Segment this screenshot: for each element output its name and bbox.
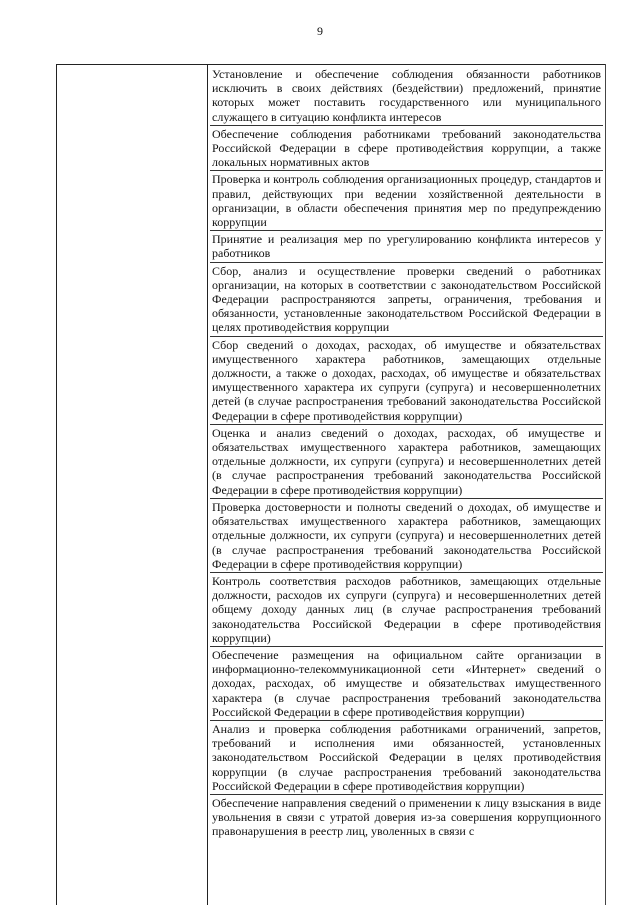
table-row: Анализ и проверка соблюдения работниками ограничений, запретов, требований и исполнения ими обязанностей, установленных законодательством Российской Федерации в целях противодействия коррупции (в случае распространения требований законодательства Российской Федерации в сфере противодействия коррупции) <box>210 721 603 795</box>
table-row: Оценка и анализ сведений о доходах, расходах, об имуществе и обязательствах имущественного характера работников, замещающих отдельные должности, их супруги (супруга) и несовершеннолетних детей (в случае распространения требований законодательства Российской Федерации в сфере противодействия коррупции) <box>210 425 603 499</box>
table-row: Проверка достоверности и полноты сведений о доходах, об имуществе и обязательствах имущественного характера работников, замещающих отдельные должности, их супруги (супруга) и несовершеннолетних детей (в случае распространения требований законодательства Российской Федерации в сфере противодействия коррупции) <box>210 499 603 573</box>
table-row: Принятие и реализация мер по урегулированию конфликта интересов у работников <box>210 231 603 262</box>
table-row: Установление и обеспечение соблюдения обязанности работников исключить в своих действиях (бездействии) предложений, принятие которых может поставить государственного или муниципального служащего в ситуацию конфликта интересов <box>210 66 603 126</box>
page-number: 9 <box>317 24 323 38</box>
table-right-border <box>605 64 606 905</box>
table-row: Проверка и контроль соблюдения организационных процедур, стандартов и правил, действующих при ведении хозяйственной деятельности в организации, в области обеспечения принятия мер по предупреждению коррупции <box>210 171 603 231</box>
column-divider <box>207 64 208 905</box>
functions-column <box>210 66 603 840</box>
table-row: Обеспечение соблюдения работниками требований законодательства Российской Федерации в сфере противодействия коррупции, а также локальных нормативных актов <box>210 126 603 172</box>
table-row: Обеспечение размещения на официальном сайте организации в информационно-телекоммуникационной сети «Интернет» сведений о доходах, расходах, об имуществе и обязательствах имущественного характера (в случае распространения требований законодательства Российской Федерации в сфере противодействия коррупции) <box>210 647 603 721</box>
table-row: Обеспечение направления сведений о применении к лицу взыскания в виде увольнения в связи с утратой доверия из-за совершения коррупционного правонарушения в реестр лиц, уволенных в связи с <box>212 795 601 839</box>
table-row: Сбор, анализ и осуществление проверки сведений о работниках организации, на которых в соответствии с законодательством Российской Федерации распространяются запреты, ограничения, требования и обязанности, установленные законодательством Российской Федерации в целях противодействия коррупции <box>210 263 603 337</box>
table-row: Сбор сведений о доходах, расходах, об имуществе и обязательствах имущественного характера работников, замещающих отдельные должности, а также о доходах, расходах, об имуществе и обязательствах имущественного характера их супруги (супруга) и несовершеннолетних детей (в случае распространения требований законодательства Российской Федерации в сфере противодействия коррупции) <box>210 337 603 425</box>
table-row: Контроль соответствия расходов работников, замещающих отдельные должности, расходов их супруги (супруга) и несовершеннолетних детей общему доходу данных лиц (в случае распространения требований законодательства Российской Федерации в сфере противодействия коррупции) <box>210 573 603 647</box>
